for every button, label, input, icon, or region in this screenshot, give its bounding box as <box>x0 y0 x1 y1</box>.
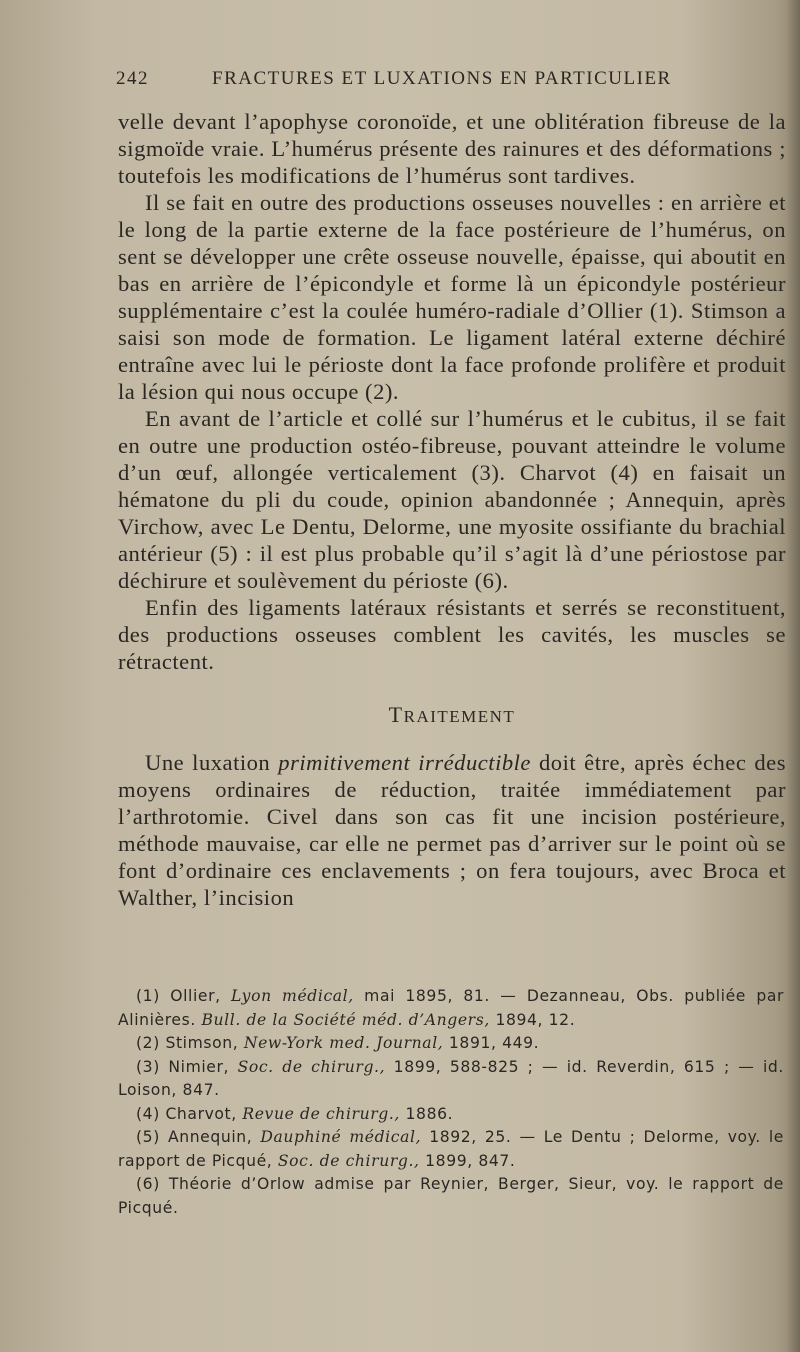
footnote-3 <box>118 1056 784 1103</box>
section-heading-rest: RAITEMENT <box>403 707 516 726</box>
paragraph-5-emphasis: primitivement irréductible <box>278 750 531 775</box>
running-title: FRACTURES ET LUXATIONS EN PARTICULIER <box>212 68 672 89</box>
footnote-6 <box>118 1173 784 1220</box>
footnote-italic: Soc. de chirurg., <box>237 1057 386 1076</box>
footnote-text: 1899, 847. <box>419 1151 516 1170</box>
footnote-italic: Revue de chirurg., <box>242 1104 400 1123</box>
paragraph-5-rest: doit être, après échec des moyens ordinaires de réduction, traitée immédiatement par l’arthrotomie. Civel dans son cas fit une incision postérieure, méthode mauvaise, car elle ne permet pas d’arriver sur le point où se font d’ordinaire ces enclavements ; on fera toujours, avec Broca et Walther, l’incision <box>118 750 786 910</box>
footnote-italic: Bull. de la Société méd. d’Angers, <box>201 1010 490 1029</box>
main-text <box>118 108 786 911</box>
footnote-text: (4) Charvot, <box>136 1104 243 1123</box>
section-heading-initial: T <box>388 702 404 727</box>
footnote-5 <box>118 1126 784 1173</box>
running-header <box>116 68 786 96</box>
section-heading-traitement <box>118 703 786 729</box>
footnote-text: (6) Théorie d’Orlow admise par Reynier, Berger, Sieur, voy. le rapport de Picqué. <box>118 1175 784 1217</box>
footnotes <box>118 985 784 1220</box>
footnote-text: 1894, 12. <box>489 1010 576 1029</box>
footnote-italic: Soc. de chirurg., <box>277 1151 420 1170</box>
footnote-text: 1886. <box>399 1104 454 1123</box>
footnote-text: mai 1895, 81. — Dezanneau, Obs. publiée par Alinières. <box>118 987 784 1029</box>
paragraph-3: En avant de l’article et collé sur l’humérus et le cubitus, il se fait en outre une production ostéo-fibreuse, pouvant atteindre le volume d’un œuf, allongée verticalement (3). Charvot (4) en faisait un hématone du pli du coude, opinion abandonnée ; Annequin, après Virchow, avec Le Dentu, Delorme, une myosite ossifiante du brachial antérieur (5) : il est plus probable qu’il s’agit là d’une périostose par déchirure et soulèvement du périoste (6). <box>118 406 786 593</box>
paragraph-2: Il se fait en outre des productions osseuses nouvelles : en arrière et le long de la partie externe de la face postérieure de l’humérus, on sent se développer une crête osseuse nouvelle, épaisse, qui aboutit en bas en arrière de l’épicondyle et forme là un épicondyle postérieur supplémentaire c’est la coulée huméro-radiale d’Ollier (1). Stimson a saisi son mode de formation. Le ligament latéral externe déchiré entraîne avec lui le périoste dont la face profonde prolifère et produit la lésion qui nous occupe (2). <box>118 190 786 404</box>
footnote-text: (2) Stimson, <box>136 1034 244 1052</box>
footnote-italic: Dauphiné médical, <box>260 1128 422 1146</box>
footnote-italic: New-York med. Journal, <box>243 1034 444 1052</box>
footnote-text: 1899, 588-825 ; — id. Reverdin, 615 ; — id. Loison, 847. <box>118 1057 784 1099</box>
footnote-text: 1892, 25. — Le Dentu ; Delorme, voy. le rapport de Picqué, <box>118 1128 785 1170</box>
paragraph-4: Enfin des ligaments latéraux résistants et serrés se reconstituent, des productions osseuses comblent les cavités, les muscles se rétractent. <box>118 595 786 674</box>
footnote-italic: Lyon médical, <box>231 987 354 1005</box>
footnote-text: (5) Annequin, <box>136 1128 261 1146</box>
page-number: 242 <box>116 68 149 89</box>
footnote-1 <box>118 985 784 1032</box>
footnote-text: (1) Ollier, <box>136 987 231 1005</box>
footnote-4 <box>118 1103 784 1127</box>
footnote-2 <box>118 1032 784 1056</box>
footnote-text: (3) Nimier, <box>136 1057 238 1076</box>
footnote-text: 1891, 449. <box>443 1034 540 1052</box>
paragraph-1: velle devant l’apophyse coronoïde, et une oblitération fibreuse de la sigmoïde vraie. L’humérus présente des rainures et des déformations ; toutefois les modifications de l’humérus sont tardives. <box>118 109 786 188</box>
paragraph-5-start: Une luxation <box>145 750 279 775</box>
paragraph-5 <box>118 749 786 911</box>
